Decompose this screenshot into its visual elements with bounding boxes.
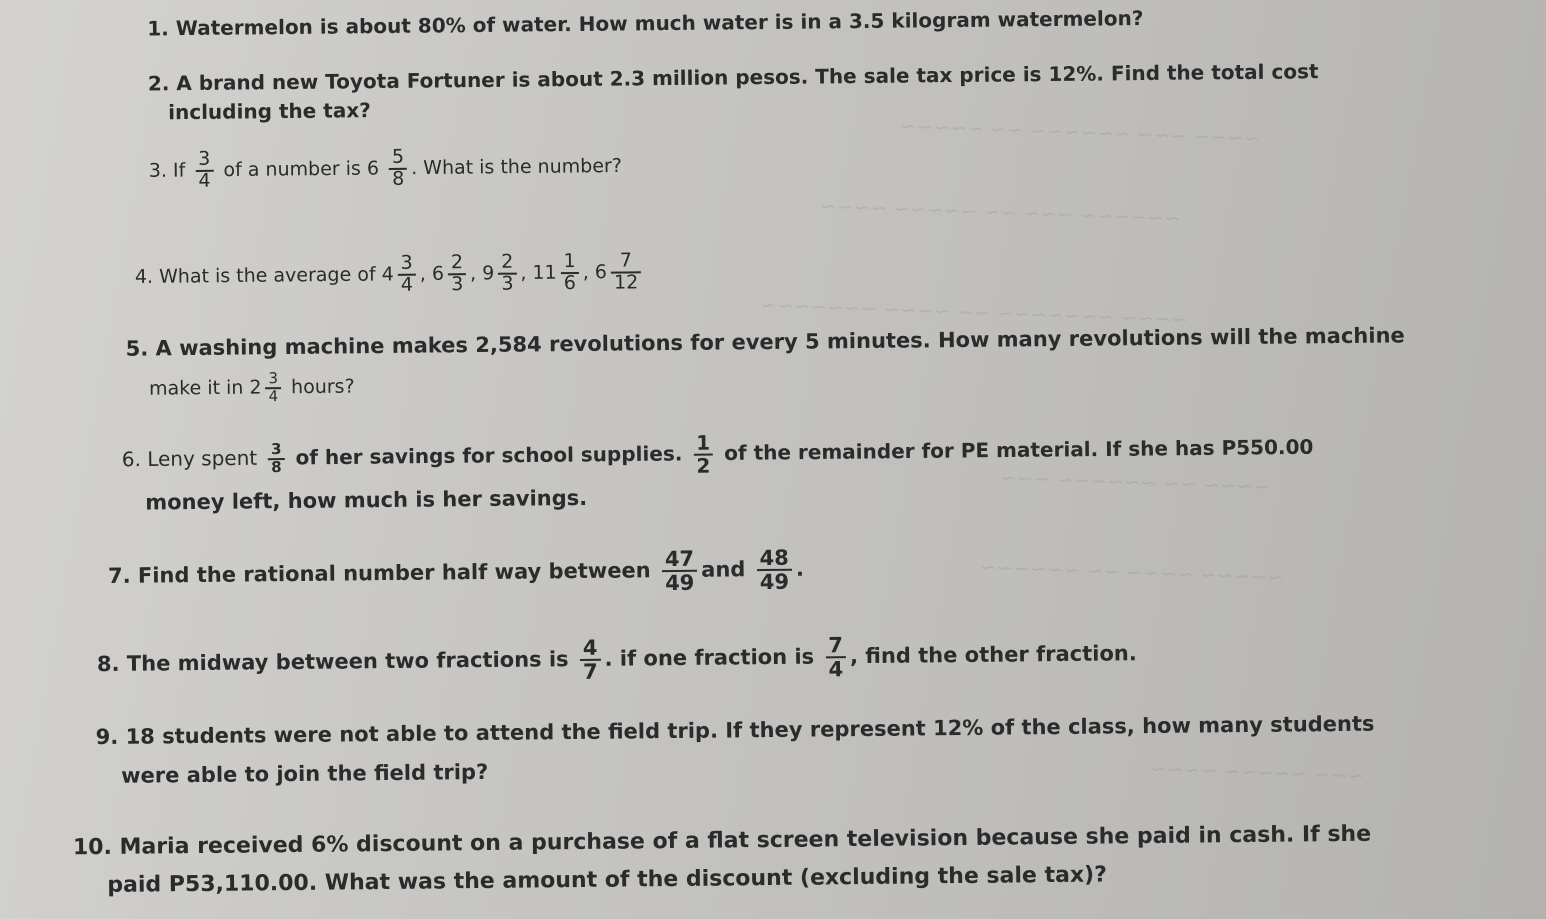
mixed-number: 6 $\frac{2}{3}$ xyxy=(432,253,471,295)
question-5-continued: make it in 2 $\frac{3}{4}$ hours? xyxy=(148,369,355,405)
fraction: $\frac{1}{2}$ xyxy=(693,433,713,477)
mixed-number: 11 $\frac{1}{6}$ xyxy=(532,252,583,294)
bleed-through-texture: ~~~~ ~~~~~~~ ~~ ~~~~ ~~~~~~~ xyxy=(759,292,1188,332)
mixed-number: 4 $\frac{3}{4}$ xyxy=(381,254,420,296)
mixed-number: 6 $\frac{7}{12}$ xyxy=(595,251,646,293)
bleed-through-texture: ~~~~~~ ~~~ ~~ ~~~~~ ~~~~ xyxy=(819,193,1181,231)
question-10-continued: paid P53,110.00. What was the amount of the discount (excluding the sale tax)? xyxy=(107,862,1108,898)
mixed-number: 9 $\frac{2}{3}$ xyxy=(482,253,521,295)
question-2-continued: including the tax? xyxy=(168,98,371,125)
question-9-continued: were able to join the field trip? xyxy=(121,759,489,788)
question-6: 6. Leny spent $\frac{3}{8}$ of her savings for school supplies. $\frac{1}{2}$ of the remainder for PE material. If she has P550.00 xyxy=(121,430,1314,478)
question-1: 1. Watermelon is about 80% of water. How much water is in a 3.5 kilogram watermelon? xyxy=(147,6,1144,41)
bleed-through-texture: ~~~~ ~~ ~~~~~~ ~~~ xyxy=(999,465,1271,499)
question-3: 3. If $\frac{3}{4}$ of a number is 6 $\frac{5}{8}$ . What is the number? xyxy=(148,145,622,192)
fraction: $\frac{5}{8}$ xyxy=(389,148,408,190)
question-8: 8. The midway between two fractions is $\frac{4}{7}$ . if one fraction is $\frac{7}{4}$ , find the other fraction. xyxy=(96,633,1137,684)
fraction: $\frac{3}{4}$ xyxy=(195,150,214,192)
fraction: $\frac{3}{8}$ xyxy=(268,442,285,476)
fraction: $\frac{4}{7}$ xyxy=(580,637,601,683)
question-6-continued: money left, how much is her savings. xyxy=(145,485,588,515)
question-5: 5. A washing machine makes 2,584 revolutions for every 5 minutes. How many revolutions will the machine xyxy=(125,323,1405,361)
question-4: 4. What is the average of 4 $\frac{3}{4}$ , 6 $\frac{2}{3}$ , 9 $\frac{2}{3}$ , 11 $\frac{1}{6}$ , 6 $\frac{7}{12}$ xyxy=(135,251,646,298)
mixed-number: 2 $\frac{3}{4}$ xyxy=(249,371,285,405)
bleed-through-texture: ~~~~~ ~~~~ ~~ ~~~~~~ xyxy=(979,554,1285,590)
fraction: $\frac{47}{49}$ xyxy=(662,548,698,594)
question-10: 10. Maria received 6% discount on a purchase of a flat screen television because she paid in cash. If she xyxy=(72,821,1372,861)
question-7: 7. Find the rational number half way between $\frac{47}{49}$ and $\frac{48}{49}$ . xyxy=(107,545,805,596)
fraction: $\frac{48}{49}$ xyxy=(756,547,792,593)
fraction: $\frac{7}{4}$ xyxy=(825,634,846,680)
question-2: 2. A brand new Toyota Fortuner is about 2.3 million pesos. The sale tax price is 12%. Find the total cost xyxy=(147,59,1319,96)
question-9: 9. 18 students were not able to attend the field trip. If they represent 12% of the class, how many students xyxy=(95,711,1375,750)
bleed-through-texture: ~~~ ~~~~~ ~~~~ xyxy=(1149,756,1365,788)
bleed-through-texture: ~~~~ ~~~ ~~~~~~ ~~ ~~~~~ xyxy=(899,113,1261,151)
